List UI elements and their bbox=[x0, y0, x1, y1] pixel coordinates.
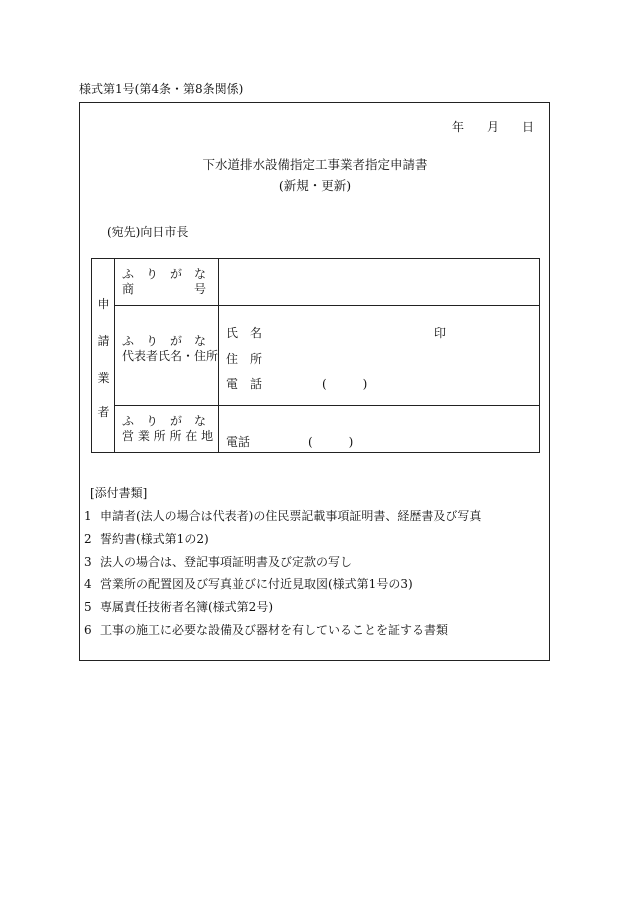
attachment-item: 6 工事の施工に必要な設備及び器材を有していることを証する書類 bbox=[84, 623, 449, 637]
table-divider bbox=[218, 259, 219, 452]
date-year-label: 年 bbox=[452, 120, 465, 134]
table-divider bbox=[115, 305, 539, 306]
applicant-column bbox=[92, 259, 115, 452]
date-month-label: 月 bbox=[487, 120, 500, 134]
form-number-label: 様式第1号(第4条・第8条関係) bbox=[79, 82, 244, 96]
attachment-item: 4 営業所の配置図及び写真並びに付近見取図(様式第1号の3) bbox=[84, 577, 413, 591]
attachment-item: 5 専属責任技術者名簿(様式第2号) bbox=[84, 600, 273, 614]
name-field-label: 氏 名 bbox=[226, 326, 263, 340]
applicant-table bbox=[91, 258, 540, 453]
office-furigana: ふ り が な bbox=[122, 414, 207, 428]
table-divider bbox=[114, 259, 115, 452]
attachment-item: 2 誓約書(様式第1の2) bbox=[84, 532, 209, 546]
attachments-heading: [添付書類] bbox=[90, 486, 148, 500]
representative-label: 代表者氏名・住所 bbox=[122, 349, 219, 363]
trade-name-furigana: ふ り が な bbox=[122, 267, 207, 281]
address-field-label: 住 所 bbox=[226, 352, 263, 366]
date-day-label: 日 bbox=[522, 120, 535, 134]
office-phone-label: 電話 bbox=[226, 435, 251, 449]
applicant-char: 業 bbox=[97, 371, 110, 385]
applicant-char: 申 bbox=[97, 297, 110, 311]
phone-field-label: 電 話 bbox=[226, 377, 263, 391]
applicant-char: 者 bbox=[97, 405, 110, 419]
office-phone-area-code: ( ) bbox=[308, 435, 354, 449]
addressee: (宛先)向日市長 bbox=[107, 225, 189, 239]
trade-name-label: 商 号 bbox=[122, 282, 207, 296]
representative-furigana: ふ り が な bbox=[122, 334, 207, 348]
table-divider bbox=[115, 405, 539, 406]
phone-area-code: ( ) bbox=[322, 377, 368, 391]
attachment-item: 3 法人の場合は、登記事項証明書及び定款の写し bbox=[84, 555, 353, 569]
document-subtitle: (新規・更新) bbox=[278, 178, 352, 193]
seal-mark: 印 bbox=[434, 326, 447, 340]
applicant-char: 請 bbox=[97, 334, 110, 348]
document-title: 下水道排水設備指定工事業者指定申請書 bbox=[202, 157, 428, 172]
attachment-item: 1 申請者(法人の場合は代表者)の住民票記載事項証明書、経歴書及び写真 bbox=[84, 509, 482, 523]
office-label: 営 業 所 所 在 地 bbox=[122, 429, 214, 443]
